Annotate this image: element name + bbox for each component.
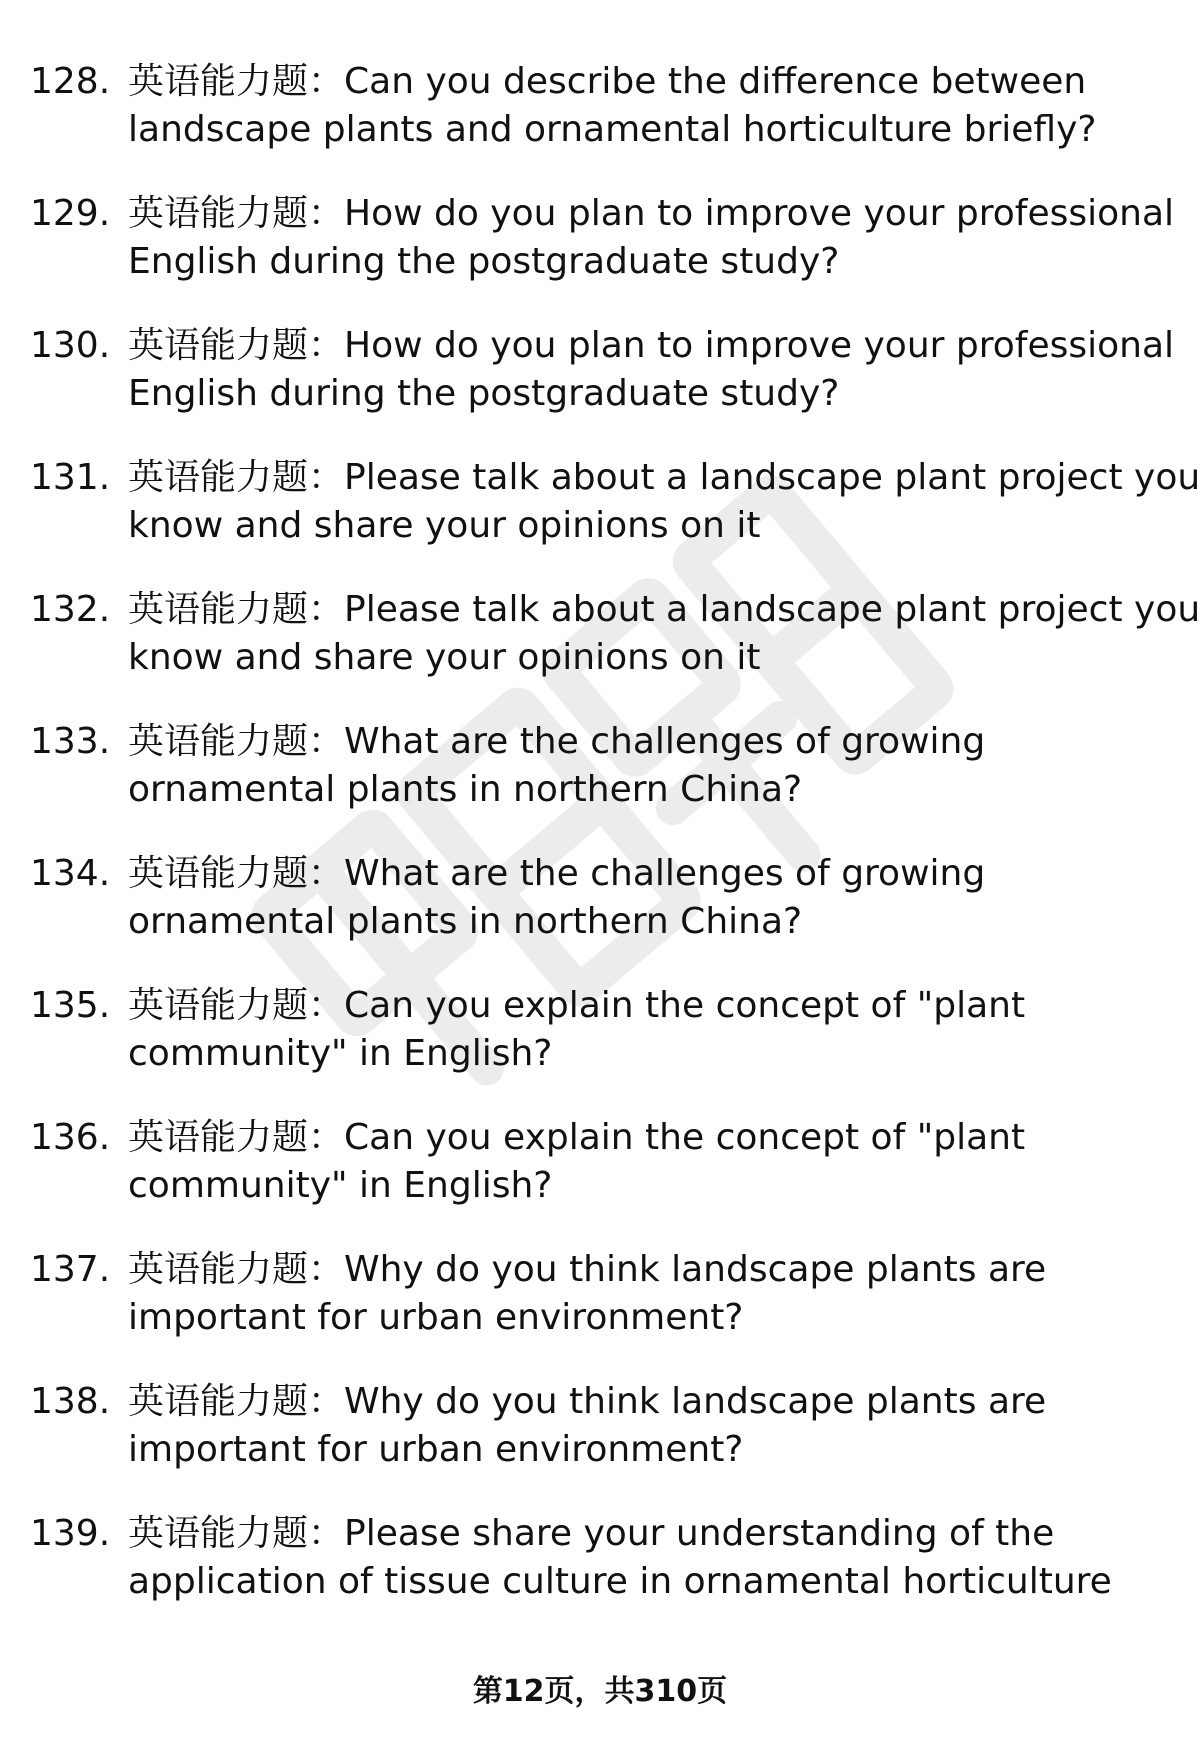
question-text [128,1114,1178,1210]
question-line: 英语能力题：What are the challenges of growing [128,853,986,894]
question-text [128,982,1178,1078]
question-line: community" in English? [128,1165,553,1206]
question-item [30,190,1180,322]
question-line: 英语能力题：Can you explain the concept of "plant [128,1117,1026,1158]
question-line: ornamental plants in northern China? [128,901,803,942]
question-item [30,718,1180,850]
question-item [30,454,1200,586]
question-line: 英语能力题：How do you plan to improve your professional [128,325,1175,366]
question-list [30,58,1200,1642]
question-line: 英语能力题：Can you explain the concept of "plant [128,985,1026,1026]
question-text [128,322,1178,418]
question-text [128,58,1178,154]
question-number: 139. [30,1513,111,1554]
question-number: 138. [30,1381,111,1422]
question-number: 131. [30,457,111,498]
question-number: 136. [30,1117,111,1158]
question-item [30,1510,1180,1642]
question-number: 129. [30,193,111,234]
question-text [128,850,1178,946]
question-line: 英语能力题：Please talk about a landscape plant project you [128,457,1200,498]
question-text [128,1246,1178,1342]
question-line: landscape plants and ornamental horticulture briefly? [128,109,1097,150]
question-line: English during the postgraduate study? [128,241,840,282]
question-line: know and share your opinions on it [128,505,761,546]
question-line: know and share your opinions on it [128,637,761,678]
question-item [30,586,1200,718]
question-text [128,454,1200,550]
question-item [30,850,1180,982]
question-line: 英语能力题：Please talk about a landscape plant project you [128,589,1200,630]
question-line: community" in English? [128,1033,553,1074]
question-number: 134. [30,853,111,894]
question-line: ornamental plants in northern China? [128,769,803,810]
question-item [30,58,1180,190]
question-line: application of tissue culture in ornamental horticulture [128,1561,1112,1602]
question-text [128,1510,1178,1606]
question-line: 英语能力题：Can you describe the difference between [128,61,1087,102]
question-number: 130. [30,325,111,366]
question-text [128,190,1178,286]
question-item [30,982,1180,1114]
question-line: 英语能力题：Please share your understanding of the [128,1513,1055,1554]
question-line: important for urban environment? [128,1297,744,1338]
question-number: 132. [30,589,111,630]
question-text [128,1378,1178,1474]
question-item [30,1246,1180,1378]
question-number: 137. [30,1249,111,1290]
question-line: important for urban environment? [128,1429,744,1470]
question-line: English during the postgraduate study? [128,373,840,414]
question-text [128,586,1200,682]
question-line: 英语能力题：Why do you think landscape plants are [128,1249,1047,1290]
question-line: 英语能力题：Why do you think landscape plants are [128,1381,1047,1422]
page-indicator: 第12页，共310页 [472,1674,728,1709]
question-item [30,1378,1180,1510]
question-text [128,718,1178,814]
question-item [30,1114,1180,1246]
question-number: 135. [30,985,111,1026]
question-number: 128. [30,61,111,102]
question-line: 英语能力题：What are the challenges of growing [128,721,986,762]
question-item [30,322,1180,454]
question-line: 英语能力题：How do you plan to improve your professional [128,193,1175,234]
question-number: 133. [30,721,111,762]
